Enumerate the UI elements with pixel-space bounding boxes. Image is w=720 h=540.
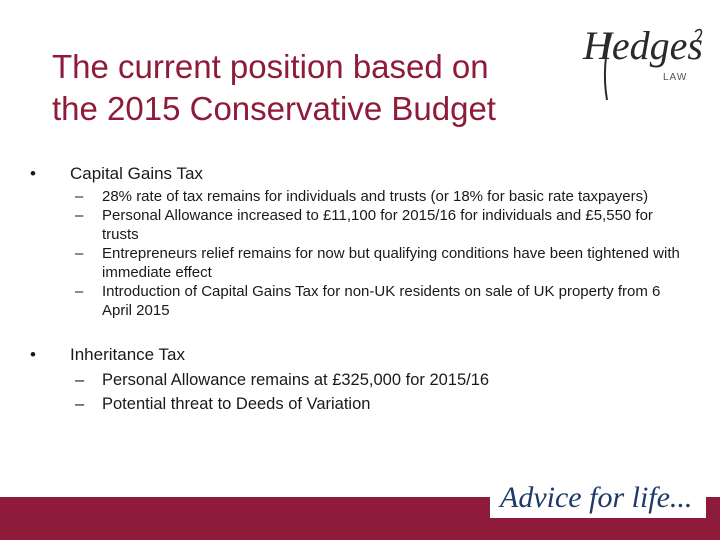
list-item-text: Personal Allowance remains at £325,000 for 2015/16 — [102, 371, 490, 389]
title-line-2: the 2015 Conservative Budget — [52, 90, 496, 127]
bullet-inheritance-tax — [30, 344, 690, 416]
dash-marker: – — [75, 207, 84, 224]
dash-marker: – — [75, 245, 84, 262]
logo-wordmark: Hedges — [583, 23, 703, 68]
dash-marker: – — [75, 283, 84, 300]
title-line-1: The current position based on — [52, 48, 489, 85]
list-item — [30, 282, 690, 320]
list-item — [30, 244, 690, 282]
list-item — [30, 368, 690, 392]
bullet-label: Inheritance Tax — [70, 345, 185, 364]
bullet-heading — [30, 163, 690, 185]
list-item-text: Introduction of Capital Gains Tax for non-UK residents on sale of UK property from 6 April 2015 — [102, 283, 661, 319]
slide-title — [52, 46, 572, 130]
bullet-marker: • — [30, 345, 36, 364]
list-item — [30, 206, 690, 244]
dash-marker: – — [75, 371, 85, 389]
bullet-marker: • — [30, 164, 36, 183]
sub-list — [30, 187, 690, 320]
list-item-text: Personal Allowance increased to £11,100 for 2015/16 for individuals and £5,550 for trusts — [102, 207, 653, 243]
bullet-capital-gains-tax — [30, 163, 690, 320]
list-item-text: 28% rate of tax remains for individuals and trusts (or 18% for basic rate taxpayers) — [102, 188, 649, 205]
footer-tagline: Advice for life... — [500, 481, 693, 514]
dash-marker: – — [75, 188, 84, 205]
list-item — [30, 392, 690, 416]
dash-marker: – — [75, 395, 85, 413]
logo-subtitle: LAW — [663, 72, 688, 83]
list-item-text: Potential threat to Deeds of Variation — [102, 395, 371, 413]
list-item — [30, 187, 690, 206]
sub-list — [30, 368, 690, 416]
bullet-label: Capital Gains Tax — [70, 164, 203, 183]
hedges-law-logo — [583, 22, 708, 112]
bullet-heading — [30, 344, 690, 366]
list-item-text: Entrepreneurs relief remains for now but qualifying conditions have been tightened with immediate effect — [102, 245, 680, 281]
slide-body — [30, 163, 690, 416]
